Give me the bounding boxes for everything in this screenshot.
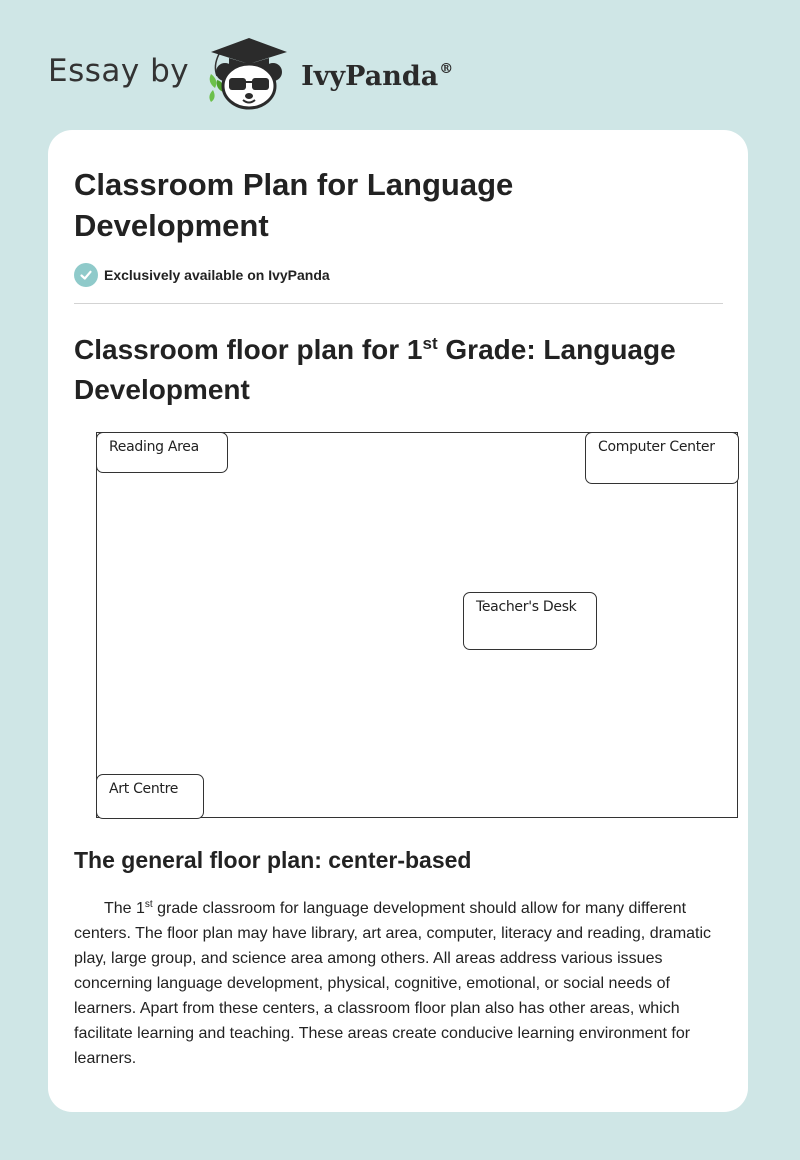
section-heading: Classroom floor plan for 1st Grade: Language Development <box>74 334 676 405</box>
subheading: The general floor plan: center-based <box>74 847 472 873</box>
brand-prefix: Essay by <box>48 53 190 89</box>
exclusive-label: Exclusively available on IvyPanda <box>104 267 330 283</box>
page-title: Classroom Plan for Language Development <box>74 167 514 243</box>
site-header <box>48 36 453 110</box>
divider <box>74 303 723 304</box>
panda-graduate-logo-icon[interactable] <box>203 36 295 110</box>
brand-name[interactable]: IvyPanda® <box>301 60 454 92</box>
zone-computer-center: Computer Center <box>585 432 739 484</box>
zone-teachers-desk: Teacher's Desk <box>463 592 597 650</box>
exclusive-badge <box>74 263 330 287</box>
registered-mark: ® <box>439 60 454 77</box>
article-card <box>48 130 748 1112</box>
check-badge-icon <box>74 263 98 287</box>
body-paragraph: The 1st grade classroom for language development should allow for many different centers. The floor plan may have library, art area, computer, literacy and reading, dramatic play, large group, and science area among others. All areas address various issues concerning language development, physical, cognitive, emotional, or social needs of learners. Apart from these centers, a classroom floor plan also has other areas, which facilitate learning and teaching. These areas create conducive learning environment for learners. <box>74 899 712 1067</box>
classroom-floor-plan <box>96 432 738 818</box>
zone-reading-area: Reading Area <box>96 432 228 473</box>
zone-art-centre: Art Centre <box>96 774 204 819</box>
